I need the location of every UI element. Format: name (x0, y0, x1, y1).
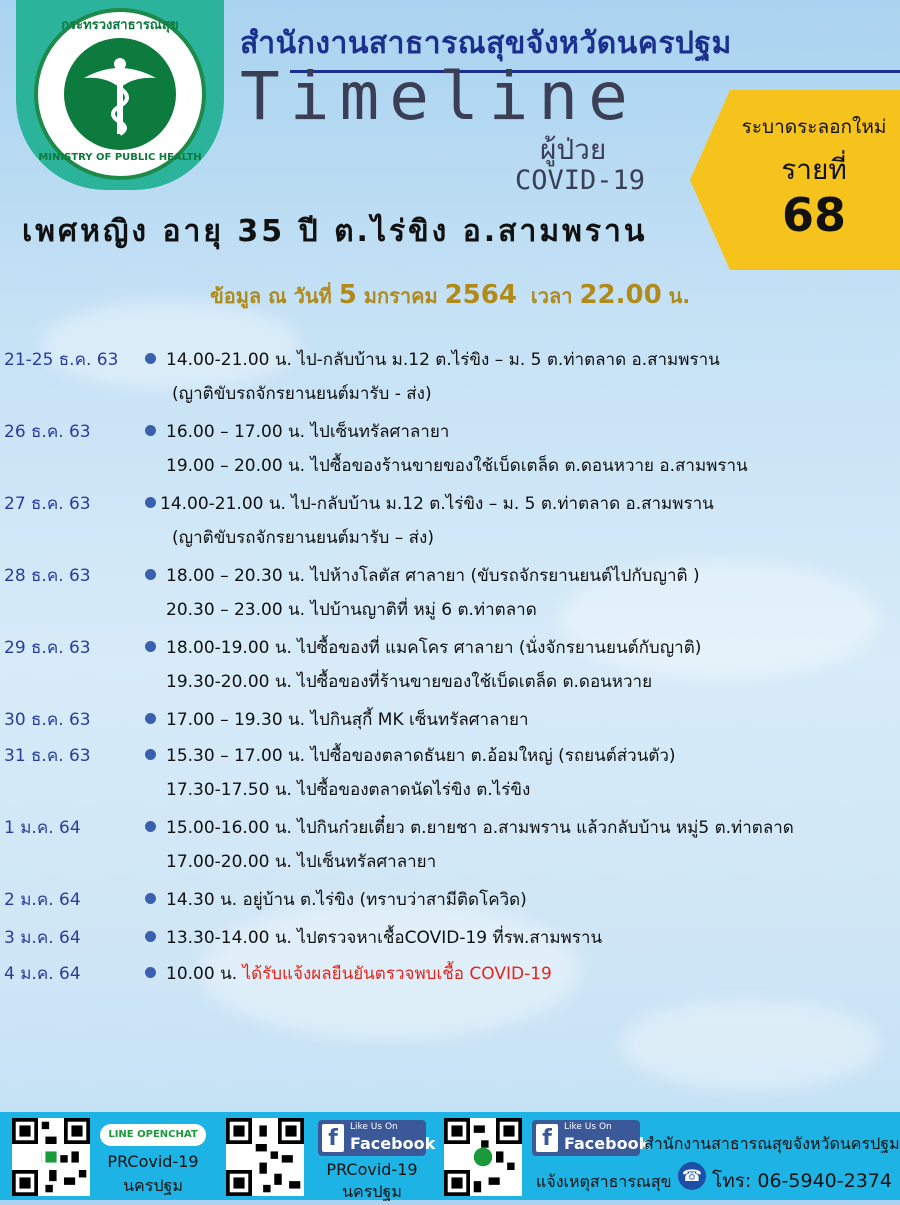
entry-line: 14.00-21.00 น. ไป-กลับบ้าน ม.12 ต.ไร่ขิง – ม. 5 ต.ท่าตลาด อ.สามพราน (166, 350, 720, 370)
entry-date: 1 ม.ค. 64 (4, 818, 81, 838)
entry-line: 18.00 – 20.30 น. ไปห้างโลตัส ศาลายา (ขับรถจักรยานยนต์ไปกับญาติ ) (166, 566, 700, 586)
logo-bottom-text: MINISTRY OF PUBLIC HEALTH (38, 152, 202, 163)
entry-date: 28 ธ.ค. 63 (4, 566, 91, 586)
asof-time-label: เวลา (530, 284, 573, 308)
data-timestamp (0, 280, 900, 312)
background-cloud (620, 1000, 880, 1090)
bullet-icon (145, 821, 156, 832)
phone-icon: ☎ (678, 1162, 706, 1190)
entry-line: 14.30 น. อยู่บ้าน ต.ไร่ขิง (ทราบว่าสามีติดโควิด) (166, 890, 527, 910)
facebook-like-text: Like Us On (350, 1122, 398, 1132)
entry-line: 14.00-21.00 น. ไป-กลับบ้าน ม.12 ต.ไร่ขิง – ม. 5 ต.ท่าตลาด อ.สามพราน (160, 494, 714, 514)
entry-date: 27 ธ.ค. 63 (4, 494, 91, 514)
patient-summary: เพศหญิง อายุ 35 ปี ต.ไร่ขิง อ.สามพราน (22, 214, 648, 249)
facebook-channel-province: นครปฐม (342, 1182, 402, 1201)
line-channel-province: นครปฐม (123, 1176, 183, 1195)
ministry-logo (16, 0, 224, 190)
facebook-label: Facebook (350, 1134, 436, 1153)
entry-line: 17.00-20.00 น. ไปเซ็นทรัลศาลายา (166, 852, 437, 872)
entry-line (166, 960, 552, 987)
entry-date: 2 ม.ค. 64 (4, 890, 81, 910)
entry-line: 17.30-17.50 น. ไปซื้อของตลาดนัดไร่ขิง ต.ไร่ขิง (166, 780, 531, 800)
asof-month: มกราคม (363, 284, 438, 308)
badge-wave-label: ระบาดระลอกใหม่ (741, 116, 887, 138)
entry-date: 31 ธ.ค. 63 (4, 746, 91, 766)
bullet-icon (145, 569, 156, 580)
bullet-icon (145, 713, 156, 724)
logo-emblem (64, 38, 176, 150)
asof-prefix: ข้อมูล ณ วันที่ (210, 284, 332, 308)
facebook-button-2[interactable] (532, 1120, 650, 1156)
org-name: สำนักงานสาธารณสุขจังหวัดนครปฐม (644, 1134, 900, 1153)
entry-line: 15.30 – 17.00 น. ไปซื้อของตลาดธันยา ต.อ้อมใหญ่ (รถยนต์ส่วนตัว) (166, 746, 676, 766)
line-channel-name: PRCovid-19 (107, 1152, 199, 1171)
badge-case-label: รายที่ (781, 153, 847, 186)
entry-line: 15.00-16.00 น. ไปกินก๋วยเตี๋ยว ต.ยายชา อ.สามพราน แล้วกลับบ้าน หมู่5 ต.ท่าตลาด (166, 818, 794, 838)
bullet-icon (145, 497, 156, 508)
entry-date: 21-25 ธ.ค. 63 (4, 350, 119, 370)
bullet-icon (145, 931, 156, 942)
entry-date: 26 ธ.ค. 63 (4, 422, 91, 442)
asof-time-unit: น. (668, 284, 690, 308)
entry-line: (ญาติขับรถจักรยานยนต์มารับ – ส่ง) (172, 528, 434, 548)
entry-date: 30 ธ.ค. 63 (4, 710, 91, 730)
logo-top-text: กระทรวงสาธารณสุข (61, 18, 179, 33)
phone-number[interactable]: โทร: 06-5940-2374 (712, 1170, 892, 1192)
report-label: แจ้งเหตุสาธารณสุข (536, 1172, 672, 1191)
timeline-heading: Timeline (240, 58, 638, 135)
entry-line: 17.00 – 19.30 น. ไปกินสุกี้ MK เซ็นทรัลศาลายา (166, 710, 529, 730)
badge-case-number: 68 (781, 188, 846, 242)
footer-bar (0, 1112, 900, 1200)
bullet-icon (145, 641, 156, 652)
bullet-icon (145, 425, 156, 436)
entry-line: 16.00 – 17.00 น. ไปเซ็นทรัลศาลายา (166, 422, 450, 442)
qr-code-icon (444, 1118, 522, 1196)
entry-date: 29 ธ.ค. 63 (4, 638, 91, 658)
entry-time: 10.00 น. (166, 964, 238, 984)
entry-date: 3 ม.ค. 64 (4, 928, 81, 948)
entry-line: 18.00-19.00 น. ไปซื้อของที่ แมคโคร ศาลายา (นั่งจักรยานยนต์กับญาติ) (166, 638, 702, 658)
patient-heading: ผู้ป่วย (540, 133, 607, 166)
background-cloud (40, 300, 300, 390)
facebook-icon: f (536, 1124, 558, 1152)
facebook-button[interactable] (318, 1120, 436, 1156)
entry-line: 19.30-20.00 น. ไปซื้อของที่ร้านขายของใช้เบ็ดเตล็ด ต.ดอนหวาย (166, 672, 653, 692)
facebook-icon: f (322, 1124, 344, 1152)
caduceus-icon (64, 38, 176, 150)
facebook-like-text: Like Us On (564, 1122, 612, 1132)
asof-time: 22.00 (579, 280, 662, 310)
bullet-icon (145, 893, 156, 904)
facebook-qr-code (444, 1118, 522, 1196)
line-openchat-badge[interactable]: LINE OPENCHAT (100, 1124, 206, 1146)
case-badge (690, 90, 900, 270)
bullet-icon (145, 967, 156, 978)
logo-ring (34, 8, 206, 180)
covid-heading: COVID-19 (515, 165, 646, 196)
qr-code-icon (226, 1118, 304, 1196)
entry-date: 4 ม.ค. 64 (4, 964, 81, 984)
bullet-icon (145, 749, 156, 760)
confirmed-result: ได้รับแจ้งผลยืนยันตรวจพบเชื้อ COVID-19 (242, 964, 552, 984)
line-qr-code-2 (226, 1118, 304, 1196)
asof-day: 5 (338, 280, 357, 310)
facebook-label: Facebook (564, 1134, 650, 1153)
entry-line: (ญาติขับรถจักรยานยนต์มารับ - ส่ง) (172, 384, 432, 404)
entry-line: 19.00 – 20.00 น. ไปซื้อของร้านขายของใช้เบ็ดเตล็ด ต.ดอนหวาย อ.สามพราน (166, 456, 748, 476)
entry-line: 20.30 – 23.00 น. ไปบ้านญาติที่ หมู่ 6 ต.ท่าตลาด (166, 600, 537, 620)
asof-year: 2564 (444, 280, 517, 310)
bullet-icon (145, 353, 156, 364)
entry-line: 13.30-14.00 น. ไปตรวจหาเชื้อCOVID-19 ที่รพ.สามพราน (166, 928, 603, 948)
facebook-channel-name: PRCovid-19 (326, 1160, 418, 1179)
qr-code-icon (12, 1118, 90, 1196)
org-title: สำนักงานสาธารณสุขจังหวัดนครปฐม (240, 26, 732, 61)
line-qr-code (12, 1118, 90, 1196)
